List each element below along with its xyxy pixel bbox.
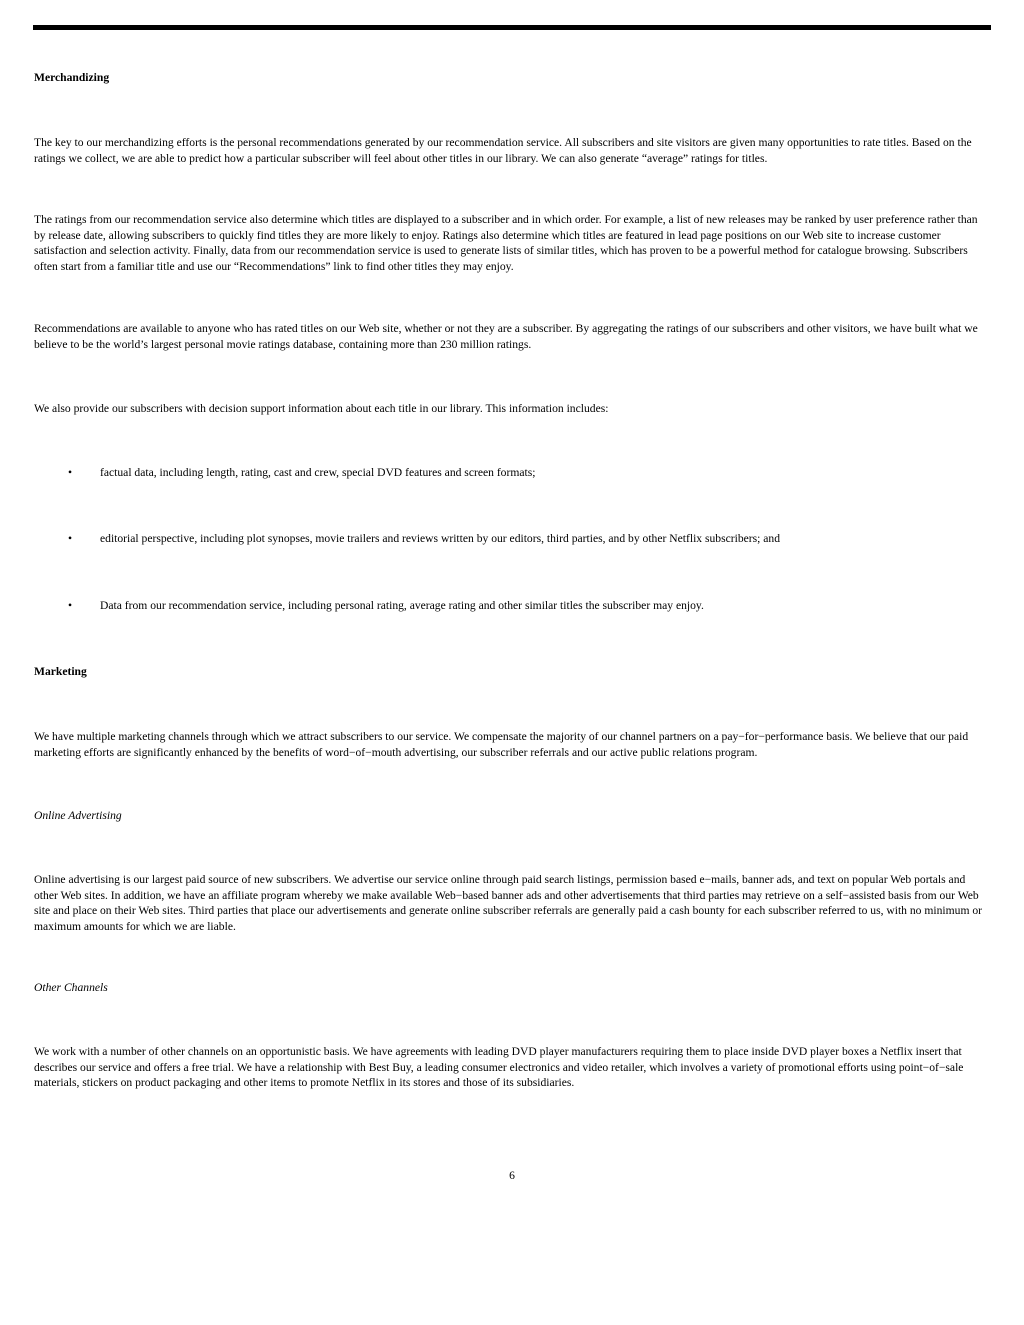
list-item-text: factual data, including length, rating, cast and crew, special DVD features and screen formats; (100, 466, 536, 479)
merchandizing-paragraph-1: The key to our merchandizing efforts is the personal recommendations generated by our recommendation service. All subscribers and site visitors are given many opportunities to rate titles. Based on the ratings we collect, we are able to predict how a particular subscriber will feel about other titles in our library. We can also generate “average” ratings for titles. (34, 136, 972, 165)
marketing-paragraph: We have multiple marketing channels through which we attract subscribers to our service. We compensate the majority of our channel partners on a pay−for−performance basis. We believe that our paid marketing efforts are significantly enhanced by the benefits of word−of−mouth advertising, our subscriber referrals and our active public relations program. (34, 730, 969, 759)
bullet-icon: • (68, 466, 73, 479)
online-advertising-paragraph: Online advertising is our largest paid source of new subscribers. We advertise our service online through paid search listings, permission based e−mails, banner ads, and text on popular Web portals and other Web sites. In addition, we have an affiliate program whereby we make available Web−based banner ads and other advertisements that third parties may retrieve on a self−assisted basis from our Web site and place on their Web sites. Third parties that place our advertisements and generate online subscriber referrals are generally paid a cash bounty for each subscriber referred to us, with no minimum or maximum amounts for which we are liable. (34, 873, 983, 933)
online-advertising-heading: Online Advertising (34, 809, 122, 822)
merchandizing-paragraph-2: The ratings from our recommendation service also determine which titles are displayed to a subscriber and in which order. For example, a list of new releases may be ranked by user preference rather than by release date, allowing subscribers to quickly find titles they are more likely to enjoy. Ratings also determine which titles are featured in lead page positions on our Web site to increase customer satisfaction and selection activity. Finally, data from our recommendation service is used to generate lists of similar titles, which has proven to be a powerful method for catalogue browsing. Subscribers often start from a familiar title and use our “Recommendations” link to find other titles they may enjoy. (34, 213, 978, 273)
other-channels-heading: Other Channels (34, 981, 108, 994)
list-item-text: editorial perspective, including plot synopses, movie trailers and reviews written by our editors, third parties, and by other Netflix subscribers; and (100, 532, 781, 545)
list-item-text: Data from our recommendation service, including personal rating, average rating and other similar titles the subscriber may enjoy. (100, 599, 704, 612)
top-rule (33, 25, 991, 30)
merchandizing-heading: Merchandizing (34, 71, 110, 84)
other-channels-paragraph: We work with a number of other channels on an opportunistic basis. We have agreements with leading DVD player manufacturers requiring them to place inside DVD player boxes a Netflix insert that describes our service and offers a free trial. We have a relationship with Best Buy, a leading consumer electronics and video retailer, which involves a variety of promotional efforts using point−of−sale materials, stickers on product packaging and other items to promote Netflix in its stores and those of its subsidiaries. (34, 1045, 964, 1089)
page-number: 6 (509, 1169, 515, 1182)
bullet-icon: • (68, 599, 73, 612)
bullet-icon: • (68, 532, 73, 545)
merchandizing-paragraph-4: We also provide our subscribers with decision support information about each title in our library. This information includes: (34, 402, 609, 415)
merchandizing-paragraph-3: Recommendations are available to anyone who has rated titles on our Web site, whether or not they are a subscriber. By aggregating the ratings of our subscribers and other visitors, we have built what we believe to be the world’s largest personal movie ratings database, containing more than 230 million ratings. (34, 322, 978, 351)
marketing-heading: Marketing (34, 665, 87, 678)
